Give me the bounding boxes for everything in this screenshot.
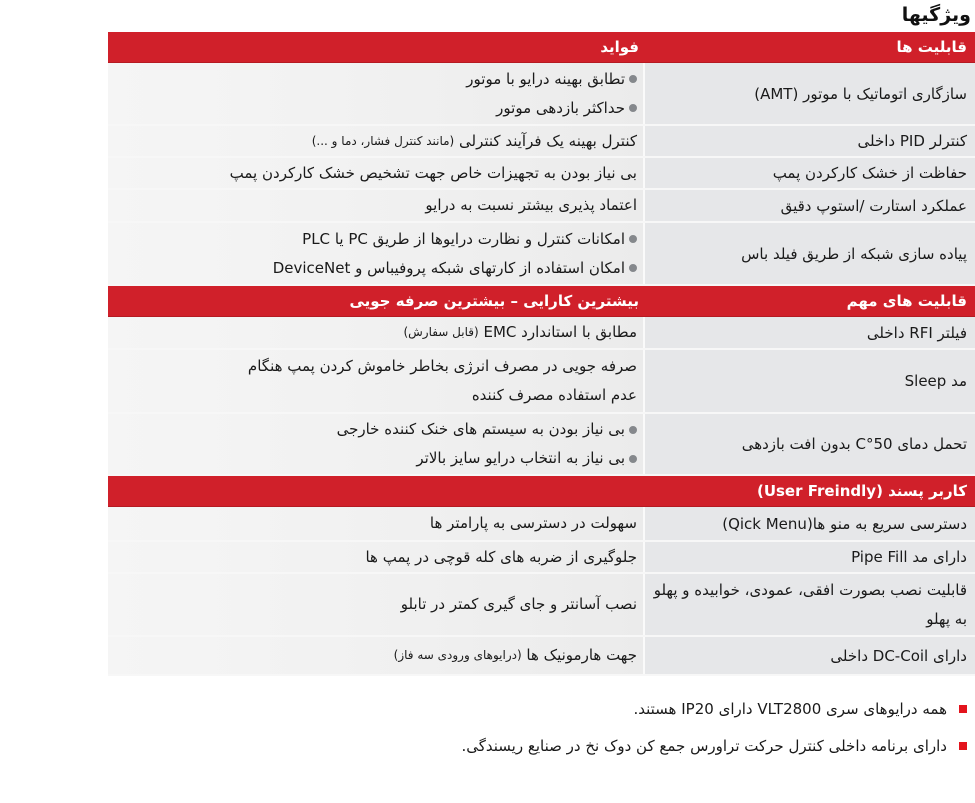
table-row (108, 350, 975, 414)
table-row (108, 507, 975, 542)
note-text: همه درایوهای سری VLT2800 دارای IP20 هستند. (633, 699, 947, 718)
feature-cell: حفاظت از خشک کارکردن پمپ (645, 158, 975, 188)
feature-cell: کنترلر PID داخلی (645, 126, 975, 156)
features-table (108, 32, 975, 676)
benefit-text: بی نیاز به انتخاب درایو سایز بالاتر (416, 449, 625, 467)
benefit-text: اعتماد پذیری بیشتر نسبت به درایو (425, 196, 637, 214)
benefit-note: (درایوهای ورودی سه فاز) (393, 648, 522, 662)
page-title: ویژگیها (901, 4, 971, 26)
benefit-cell (108, 190, 645, 221)
table-row (108, 317, 975, 350)
section-header (108, 32, 975, 63)
table-row (108, 158, 975, 190)
feature-cell: پیاده سازی شبکه از طریق فیلد باس (645, 223, 975, 284)
benefit-cell (108, 637, 645, 674)
benefit-cell (108, 574, 645, 635)
benefit-text: بی نیاز بودن به تجهیزات خاص جهت تشخیص خشک کارکردن پمپ (229, 163, 637, 182)
section-header (108, 476, 975, 507)
benefit-cell (108, 542, 645, 572)
benefit-text: جلوگیری از ضربه های کله قوچی در پمپ ها (365, 547, 637, 566)
bullet-icon (629, 426, 637, 434)
note-item (461, 690, 967, 727)
benefit-text: نصب آسانتر و جای گیری کمتر در تابلو (400, 595, 637, 613)
benefit-text: بی نیاز بودن به سیستم های خنک کننده خارجی (336, 420, 625, 438)
table-row (108, 414, 975, 476)
bullet-icon (629, 235, 637, 243)
benefit-note: (قابل سفارش) (403, 325, 479, 339)
benefit-cell (108, 507, 645, 540)
benefit-cell (108, 158, 645, 188)
section-header (108, 286, 975, 317)
benefit-cell (108, 350, 645, 412)
benefit-text: صرفه جویی در مصرف انرژی بخاطر خاموش کردن پمپ هنگام (247, 357, 637, 375)
benefit-cell (108, 63, 645, 124)
table-row (108, 637, 975, 676)
feature-cell: قابلیت نصب بصورت افقی، عمودی، خوابیده و پهلو به پهلو (645, 574, 975, 635)
square-bullet-icon (959, 742, 967, 750)
notes-list (461, 690, 967, 764)
bullet-icon (629, 264, 637, 272)
feature-cell: سازگاری اتوماتیک با موتور (AMT) (645, 63, 975, 124)
bullet-icon (629, 75, 637, 83)
feature-cell: فیلتر RFI داخلی (645, 317, 975, 348)
benefit-note: (مانند کنترل فشار، دما و ...) (311, 133, 455, 148)
header-benefit (108, 476, 645, 506)
note-text: دارای برنامه داخلی کنترل حرکت تراورس جمع کن دوک نخ در صنایع ریسندگی. (461, 736, 947, 755)
benefit-text: حداکثر بازدهی موتور (496, 98, 625, 117)
header-benefit: فواید (600, 38, 639, 56)
header-feature: کاربر پسند (User Freindly) (756, 482, 967, 500)
bullet-icon (629, 455, 637, 463)
benefit-cell (108, 317, 645, 348)
benefit-text: سهولت در دسترسی به پارامتر ها (429, 514, 637, 532)
feature-cell: دسترسی سریع به منو ها(Qick Menu) (645, 507, 975, 540)
benefit-text: جهت هارمونیک ها (526, 646, 637, 664)
feature-cell: دارای DC-Coil داخلی (645, 637, 975, 674)
benefit-text: امکانات کنترل و نظارت درایوها از طریق PC یا PLC (302, 229, 625, 248)
header-feature: قابلیت های مهم (846, 292, 967, 310)
note-item (461, 727, 967, 764)
square-bullet-icon (959, 705, 967, 713)
benefit-text: کنترل بهینه یک فرآیند کنترلی (459, 131, 637, 150)
benefit-text: مطابق با استاندارد EMC (483, 323, 637, 341)
benefit-text: امکان استفاده از کارتهای شبکه پروفیباس و DeviceNet (272, 258, 625, 277)
bullet-icon (629, 104, 637, 112)
table-row (108, 126, 975, 158)
table-row (108, 542, 975, 574)
table-row (108, 63, 975, 126)
benefit-text: عدم استفاده مصرف کننده (471, 386, 637, 404)
feature-cell: تحمل دمای 50°C بدون افت بازدهی (645, 414, 975, 474)
benefit-cell (108, 126, 645, 156)
table-row (108, 190, 975, 223)
header-benefit: بیشترین کارایی – بیشترین صرفه جویی (349, 292, 639, 310)
benefit-cell (108, 223, 645, 284)
feature-cell: عملکرد استارت /استوپ دقیق (645, 190, 975, 221)
feature-cell: دارای مد Pipe Fill (645, 542, 975, 572)
feature-cell: مد Sleep (645, 350, 975, 412)
benefit-cell (108, 414, 645, 474)
table-row (108, 223, 975, 286)
header-feature: قابلیت ها (896, 38, 967, 56)
table-row (108, 574, 975, 637)
benefit-text: تطابق بهینه درایو با موتور (466, 69, 625, 88)
